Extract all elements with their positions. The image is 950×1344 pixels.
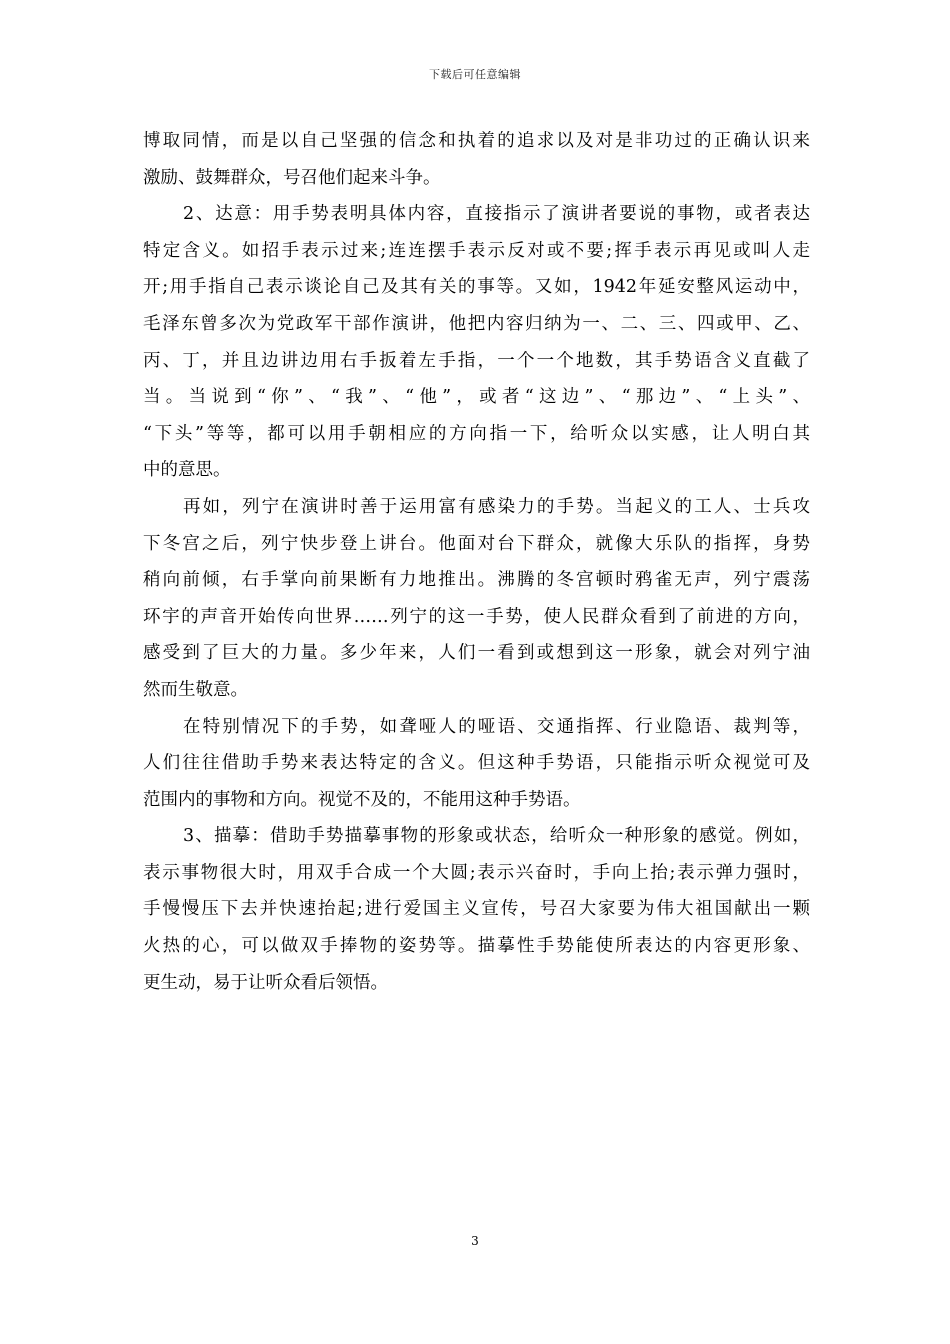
text-line: 下冬宫之后，列宁快步登上讲台。他面对台下群众，就像大乐队的指挥，身势 (143, 533, 810, 554)
text-line: 丙、丁，并且边讲边用右手扳着左手指，一个一个地数，其手势语含义直截了 (143, 350, 810, 371)
text-line: 中的意思。 (143, 460, 231, 481)
page-number: 3 (471, 1234, 479, 1248)
text-line: 开;用手指自己表示谈论自己及其有关的事等。又如，1942年延安整风运动中， (143, 277, 810, 298)
text-line: 火热的心，可以做双手捧物的姿势等。描摹性手势能使所表达的内容更形象、 (143, 936, 810, 957)
text-line: 激励、鼓舞群众，号召他们起来斗争。 (143, 167, 441, 188)
text-line: 人们往往借助手势来表达特定的含义。但这种手势语，只能指示听众视觉可及 (143, 753, 810, 774)
text-line: 3、描摹：借助手势描摹事物的形象或状态，给听众一种形象的感觉。例如， (183, 826, 810, 847)
text-line: 博取同情，而是以自己坚强的信念和执着的追求以及对是非功过的正确认识来 (143, 131, 810, 151)
text-line: 表示事物很大时，用双手合成一个大圆;表示兴奋时，手向上抬;表示弹力强时， (143, 862, 810, 883)
text-line: 范围内的事物和方向。视觉不及的，不能用这种手势语。 (143, 789, 581, 810)
text-line: 特定含义。如招手表示过来;连连摆手表示反对或不要;挥手表示再见或叫人走 (143, 240, 810, 261)
text-line: 在特别情况下的手势，如聋哑人的哑语、交通指挥、行业隐语、裁判等， (183, 716, 810, 737)
text-line: 再如，列宁在演讲时善于运用富有感染力的手势。当起义的工人、士兵攻 (183, 496, 810, 517)
text-line: 然而生敬意。 (143, 679, 248, 700)
text-line: 更生动，易于让听众看后领悟。 (143, 972, 388, 993)
text-line: 稍向前倾，右手掌向前果断有力地推出。沸腾的冬宫顿时鸦雀无声，列宁震荡 (143, 570, 810, 591)
page-header: 下载后可任意编辑 (429, 68, 521, 81)
text-line: “下头”等等，都可以用手朝相应的方向指一下，给听众以实感，让人明白其 (143, 423, 810, 444)
text-line: 感受到了巨大的力量。多少年来，人们一看到或想到这一形象，就会对列宁油 (143, 643, 810, 664)
text-line: 2、达意：用手势表明具体内容，直接指示了演讲者要说的事物，或者表达 (183, 204, 810, 225)
text-line: 环宇的声音开始传向世界……列宁的这一手势，使人民群众看到了前进的方向， (143, 606, 810, 627)
body-text (143, 123, 810, 1001)
text-line: 手慢慢压下去并快速抬起;进行爱国主义宣传，号召大家要为伟大祖国献出一颗 (143, 899, 810, 920)
text-line: 毛泽东曾多次为党政军干部作演讲，他把内容归纳为一、二、三、四或甲、乙、 (143, 313, 810, 334)
text-line: 当。当说到“你”、“我”、“他”，或者“这边”、“那边”、“上头”、 (143, 387, 810, 408)
